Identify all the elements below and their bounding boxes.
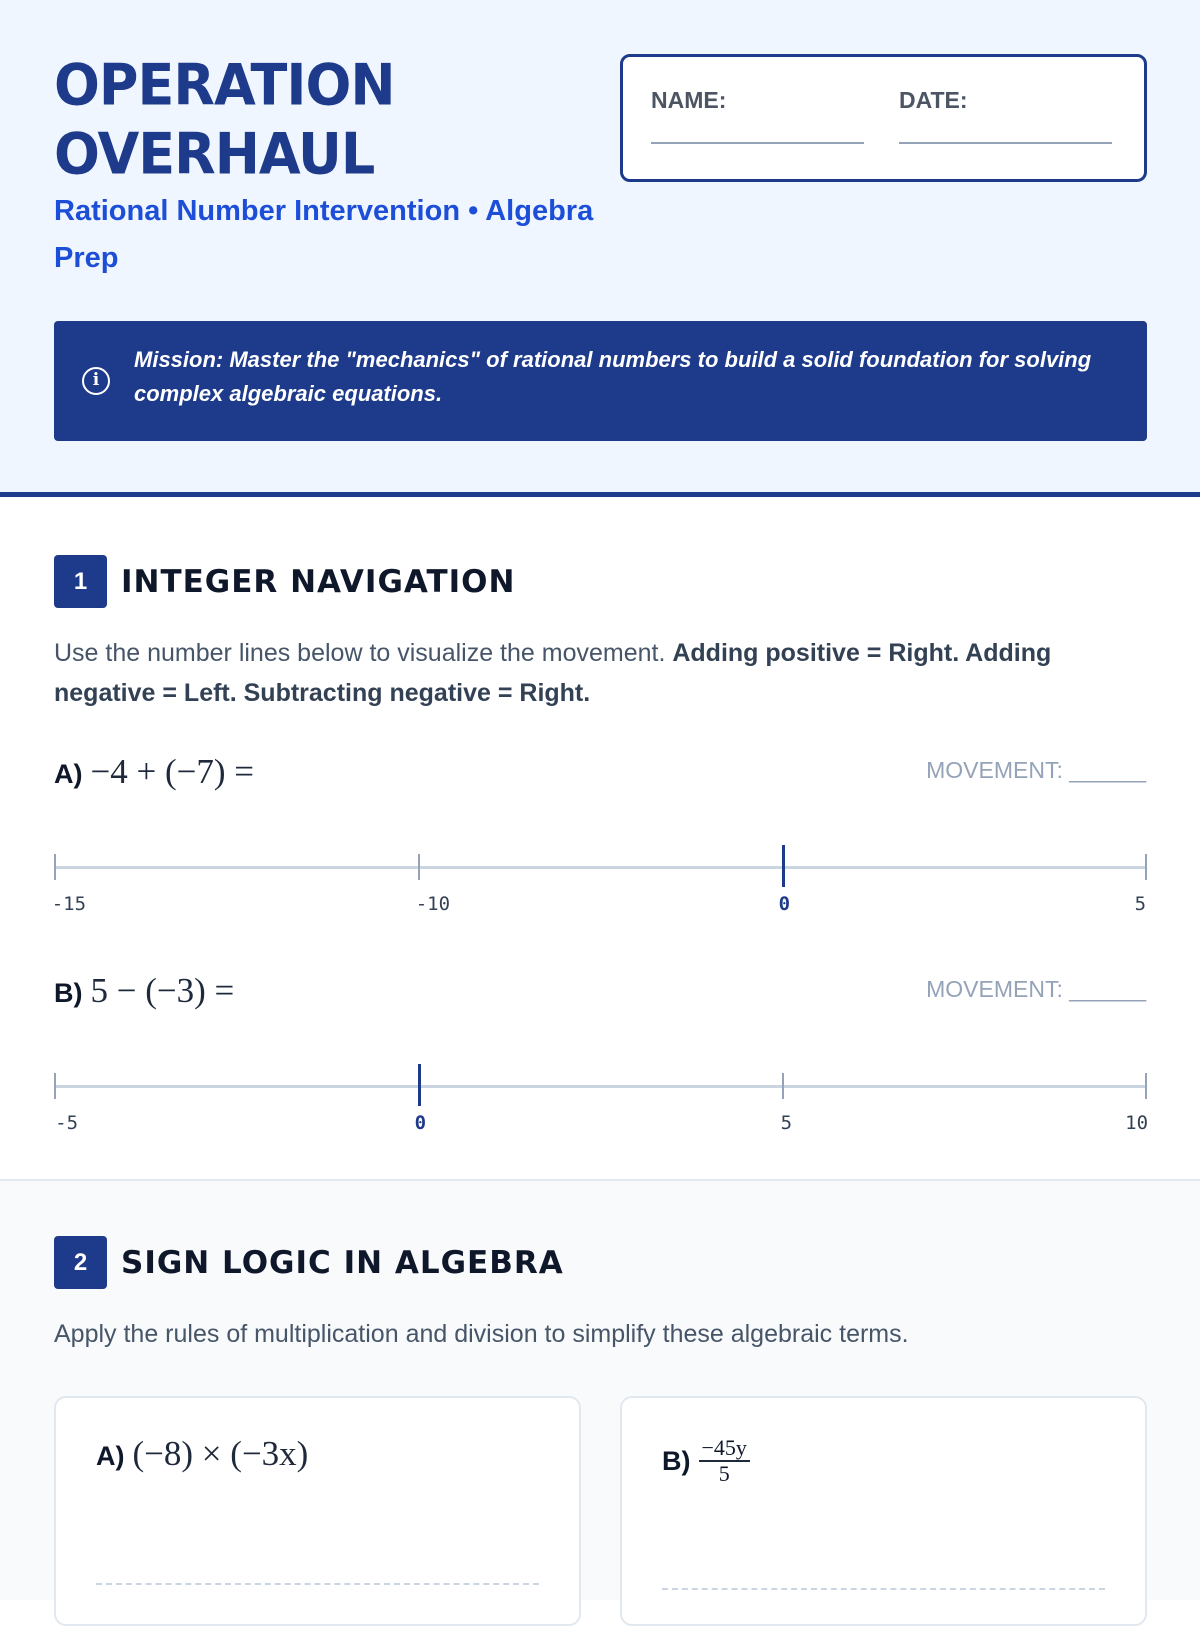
problem-expression: (−8) × (−3x) — [132, 1434, 309, 1473]
tick — [782, 1073, 784, 1099]
tick-label: 5 — [1134, 893, 1147, 915]
section-heading — [54, 555, 515, 608]
title-line: OVERHAUL — [54, 121, 375, 188]
tick-zero — [418, 1064, 421, 1106]
subtitle: Rational Number Intervention • Algebra Prep — [54, 195, 594, 274]
problem-a — [54, 752, 254, 792]
number-line-axis — [56, 1085, 1145, 1088]
tick-label: -10 — [415, 893, 451, 915]
header — [0, 0, 1200, 497]
section-intro — [54, 633, 1154, 713]
answer-line[interactable] — [662, 1588, 1105, 1590]
number-line-axis — [56, 866, 1145, 869]
tick-label: 5 — [780, 1112, 793, 1134]
section-intro: Apply the rules of multiplication and division to simplify these algebraic terms. — [54, 1320, 909, 1348]
info-icon: i — [82, 367, 110, 395]
problem-a — [96, 1434, 308, 1474]
tick — [1145, 1073, 1147, 1099]
name-label: NAME: — [651, 87, 727, 113]
tick-label: -5 — [55, 1112, 79, 1134]
mission-banner — [54, 321, 1147, 441]
tick-label: -15 — [51, 893, 87, 915]
name-field[interactable] — [651, 87, 864, 114]
date-label: DATE: — [899, 87, 968, 113]
date-field[interactable] — [899, 87, 1112, 114]
name-date-box — [620, 54, 1147, 182]
problem-label: A) — [96, 1441, 125, 1471]
tick — [54, 1073, 56, 1099]
denominator: 5 — [718, 1461, 730, 1486]
section-title: INTEGER NAVIGATION — [121, 563, 516, 600]
section-heading — [54, 1236, 564, 1289]
tick — [1145, 854, 1147, 880]
mission-text: Mission: Master the "mechanics" of rational numbers to build a solid foundation for solving complex algebraic equations. — [134, 347, 1092, 406]
answer-line[interactable] — [96, 1583, 539, 1585]
fraction-expression — [699, 1436, 750, 1486]
movement-blank[interactable]: MOVEMENT: ______ — [926, 976, 1146, 1002]
number-line-b — [54, 1064, 1147, 1144]
problem-label: B) — [54, 978, 83, 1008]
section-title: SIGN LOGIC IN ALGEBRA — [121, 1244, 564, 1281]
problem-expression: −4 + (−7) = — [90, 752, 255, 791]
tick — [54, 854, 56, 880]
tick-label-zero: 0 — [778, 893, 791, 915]
section-number-badge: 1 — [54, 555, 107, 608]
section-integer-navigation — [0, 497, 1200, 1181]
tick — [418, 854, 420, 880]
tick-label-zero: 0 — [414, 1112, 427, 1134]
problem-b — [54, 971, 234, 1011]
name-line — [651, 142, 864, 144]
problem-label: A) — [54, 759, 83, 789]
section-number-badge: 2 — [54, 1236, 107, 1289]
problem-label: B) — [662, 1445, 691, 1476]
title-line: OPERATION — [54, 51, 395, 118]
problem-card-a — [54, 1396, 581, 1626]
tick-label: 10 — [1125, 1112, 1149, 1134]
problem-b — [662, 1436, 750, 1486]
movement-blank[interactable]: MOVEMENT: ______ — [926, 757, 1146, 783]
problem-card-b — [620, 1396, 1147, 1626]
tick-zero — [782, 845, 785, 887]
page-title — [54, 51, 395, 190]
number-line-a — [51, 845, 1147, 925]
problem-expression: 5 − (−3) = — [90, 971, 235, 1010]
intro-rules: Adding positive = Right. Adding negative = Left. Subtracting negative = Right. — [54, 639, 1052, 707]
intro-text: Use the number lines below to visualize the movement. — [54, 639, 673, 667]
numerator: −45y — [699, 1436, 750, 1462]
date-line — [899, 142, 1112, 144]
